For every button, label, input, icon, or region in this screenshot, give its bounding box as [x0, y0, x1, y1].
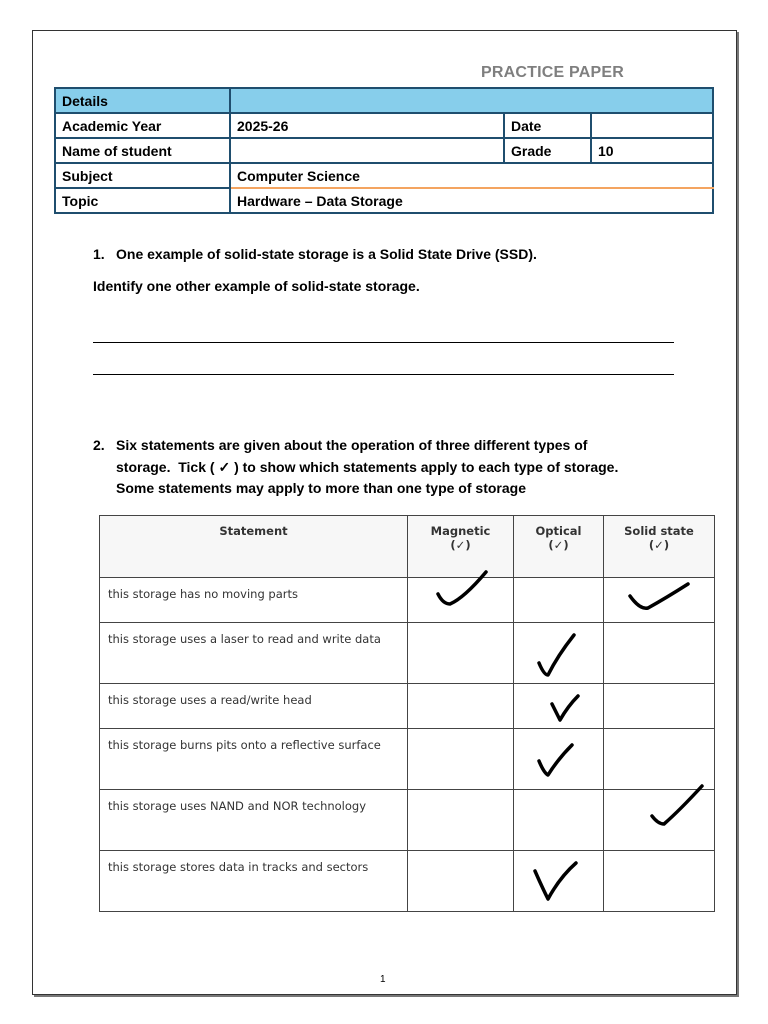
magnetic-cell[interactable] — [408, 790, 514, 851]
solid-state-cell[interactable] — [604, 623, 715, 684]
table-row — [100, 729, 715, 790]
magnetic-cell[interactable] — [408, 729, 514, 790]
date-label: Date — [504, 113, 591, 138]
magnetic-tick-symbol: (✓) — [450, 538, 471, 552]
subject-label: Subject — [55, 163, 230, 188]
student-name-label: Name of student — [55, 138, 230, 163]
optical-cell[interactable] — [514, 623, 604, 684]
tick-mark-icon — [534, 741, 578, 781]
statement-header-label: Statement — [219, 524, 288, 538]
question2-number: 2. — [93, 437, 105, 453]
subject-row — [55, 163, 713, 188]
optical-column-header — [514, 516, 604, 578]
question1-instruction: Identify one other example of solid-state storage. — [93, 278, 420, 294]
tick-mark-icon — [648, 782, 708, 832]
solid-state-cell[interactable] — [604, 729, 715, 790]
academic-year-label: Academic Year — [55, 113, 230, 138]
table-row — [100, 851, 715, 912]
tick-mark-icon — [530, 857, 582, 905]
optical-cell[interactable] — [514, 851, 604, 912]
magnetic-cell[interactable] — [408, 623, 514, 684]
statement-cell: this storage stores data in tracks and sectors — [100, 851, 408, 912]
optical-cell[interactable] — [514, 729, 604, 790]
magnetic-column-header — [408, 516, 514, 578]
statement-cell: this storage uses NAND and NOR technology — [100, 790, 408, 851]
optical-cell[interactable] — [514, 578, 604, 623]
details-header-blank — [230, 88, 713, 113]
solid-state-cell[interactable] — [604, 790, 715, 851]
details-header-label: Details — [55, 88, 230, 113]
solid-state-cell[interactable] — [604, 851, 715, 912]
table-row — [100, 790, 715, 851]
table-row — [100, 578, 715, 623]
topic-row — [55, 188, 713, 213]
question2-line3: Some statements may apply to more than one type of storage — [116, 480, 526, 496]
solid-state-cell[interactable] — [604, 578, 715, 623]
statements-header-row — [100, 516, 715, 578]
date-field[interactable] — [591, 113, 713, 138]
student-name-field[interactable] — [230, 138, 504, 163]
page-title: PRACTICE PAPER — [481, 64, 624, 81]
solid-state-cell[interactable] — [604, 684, 715, 729]
grade-label: Grade — [504, 138, 591, 163]
magnetic-cell[interactable] — [408, 578, 514, 623]
topic-label: Topic — [55, 188, 230, 213]
solid-state-column-header — [604, 516, 715, 578]
question2-line1: Six statements are given about the operation of three different types of — [116, 437, 588, 453]
academic-year-row — [55, 113, 713, 138]
student-row — [55, 138, 713, 163]
optical-tick-symbol: (✓) — [548, 538, 569, 552]
table-row — [100, 684, 715, 729]
statement-cell: this storage uses a laser to read and write data — [100, 623, 408, 684]
statement-cell: this storage burns pits onto a reflective surface — [100, 729, 408, 790]
page-number: 1 — [380, 974, 386, 985]
question1-number: 1. — [93, 246, 105, 262]
tick-mark-icon — [548, 692, 584, 726]
tick-mark-icon — [434, 570, 494, 614]
magnetic-cell[interactable] — [408, 851, 514, 912]
magnetic-header-label: Magnetic — [430, 524, 491, 538]
table-row — [100, 623, 715, 684]
academic-year-value[interactable]: 2025-26 — [230, 113, 504, 138]
optical-cell[interactable] — [514, 790, 604, 851]
topic-value[interactable]: Hardware – Data Storage — [230, 188, 713, 213]
answer-line-1[interactable] — [93, 342, 674, 343]
subject-value[interactable]: Computer Science — [230, 163, 713, 188]
optical-header-label: Optical — [535, 524, 582, 538]
grade-value[interactable]: 10 — [591, 138, 713, 163]
details-header-row — [55, 88, 713, 113]
statements-table — [99, 515, 715, 912]
solid-state-tick-symbol: (✓) — [648, 538, 670, 552]
statement-cell: this storage uses a read/write head — [100, 684, 408, 729]
magnetic-cell[interactable] — [408, 684, 514, 729]
statement-column-header — [100, 516, 408, 578]
statement-cell: this storage has no moving parts — [100, 578, 408, 623]
question2-line2: storage. Tick ( ✓ ) to show which statements apply to each type of storage. — [116, 459, 619, 475]
tick-mark-icon — [626, 580, 696, 616]
solid-state-header-label: Solid state — [624, 524, 694, 538]
details-table — [54, 87, 714, 214]
answer-line-2[interactable] — [93, 374, 674, 375]
question1-text: One example of solid-state storage is a Solid State Drive (SSD). — [116, 246, 537, 262]
optical-cell[interactable] — [514, 684, 604, 729]
tick-mark-icon — [534, 631, 582, 681]
